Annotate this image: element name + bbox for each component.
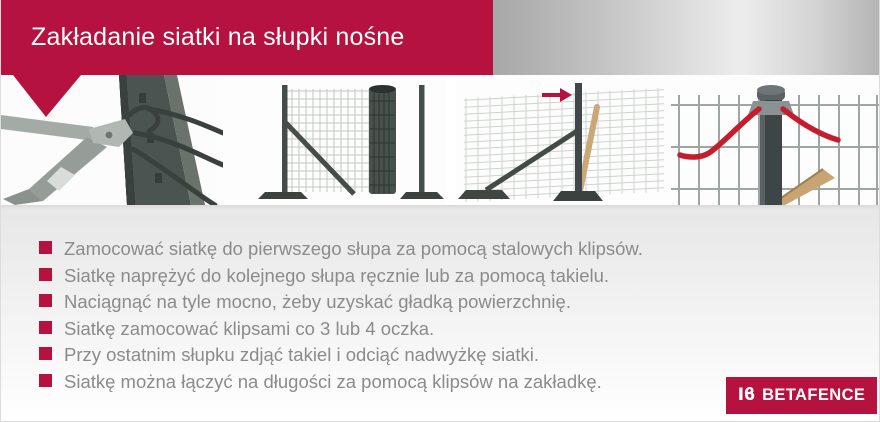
- photo-fence-panel-and-roll: [223, 75, 446, 205]
- bullet-square-icon: [39, 321, 52, 334]
- list-item: [39, 318, 643, 345]
- list-item-text: Zamocować siatkę do pierwszego słupa za pomocą stalowych klipsów.: [64, 238, 643, 259]
- bullet-square-icon: [39, 268, 52, 281]
- list-item: [39, 265, 643, 292]
- bullet-square-icon: [39, 374, 52, 387]
- instructions-list: [39, 238, 643, 398]
- list-item-text: Siatkę naprężyć do kolejnego słupa ręcznie lub za pomocą takielu.: [64, 264, 610, 286]
- betafence-logo-text: BETAFENCE: [762, 386, 866, 405]
- page-title: Zakładanie siatki na słupki nośne: [31, 23, 405, 51]
- bullet-square-icon: [39, 347, 52, 360]
- list-item: [39, 238, 643, 265]
- header-bar: [1, 0, 493, 75]
- list-item: [39, 344, 643, 371]
- photo-braced-post-arrow: [456, 75, 671, 205]
- instructions-section: [1, 205, 880, 422]
- list-item: [39, 291, 643, 318]
- list-item-text: Siatkę zamocować klipsami co 3 lub 4 oczka.: [64, 317, 435, 339]
- header-gradient-bar: [493, 0, 880, 75]
- list-item-text: Naciągnąć na tyle mocno, żeby uzyskać gładką powierzchnię.: [64, 291, 571, 313]
- bullet-square-icon: [39, 241, 52, 254]
- photo-post-top-red-wires: [671, 75, 880, 205]
- betafence-logo-mark-icon: Iϐ: [737, 385, 756, 405]
- betafence-logo: [726, 377, 877, 414]
- list-item: [39, 371, 643, 398]
- list-item-text: Siatkę można łączyć na długości za pomocą klipsów na zakładkę.: [64, 370, 602, 392]
- list-item-text: Przy ostatnim słupku zdjąć takiel i odciąć nadwyżkę siatki.: [64, 344, 540, 366]
- bullet-square-icon: [39, 294, 52, 307]
- ribbon-notch-icon: [13, 75, 81, 117]
- photo-strip: [1, 75, 880, 205]
